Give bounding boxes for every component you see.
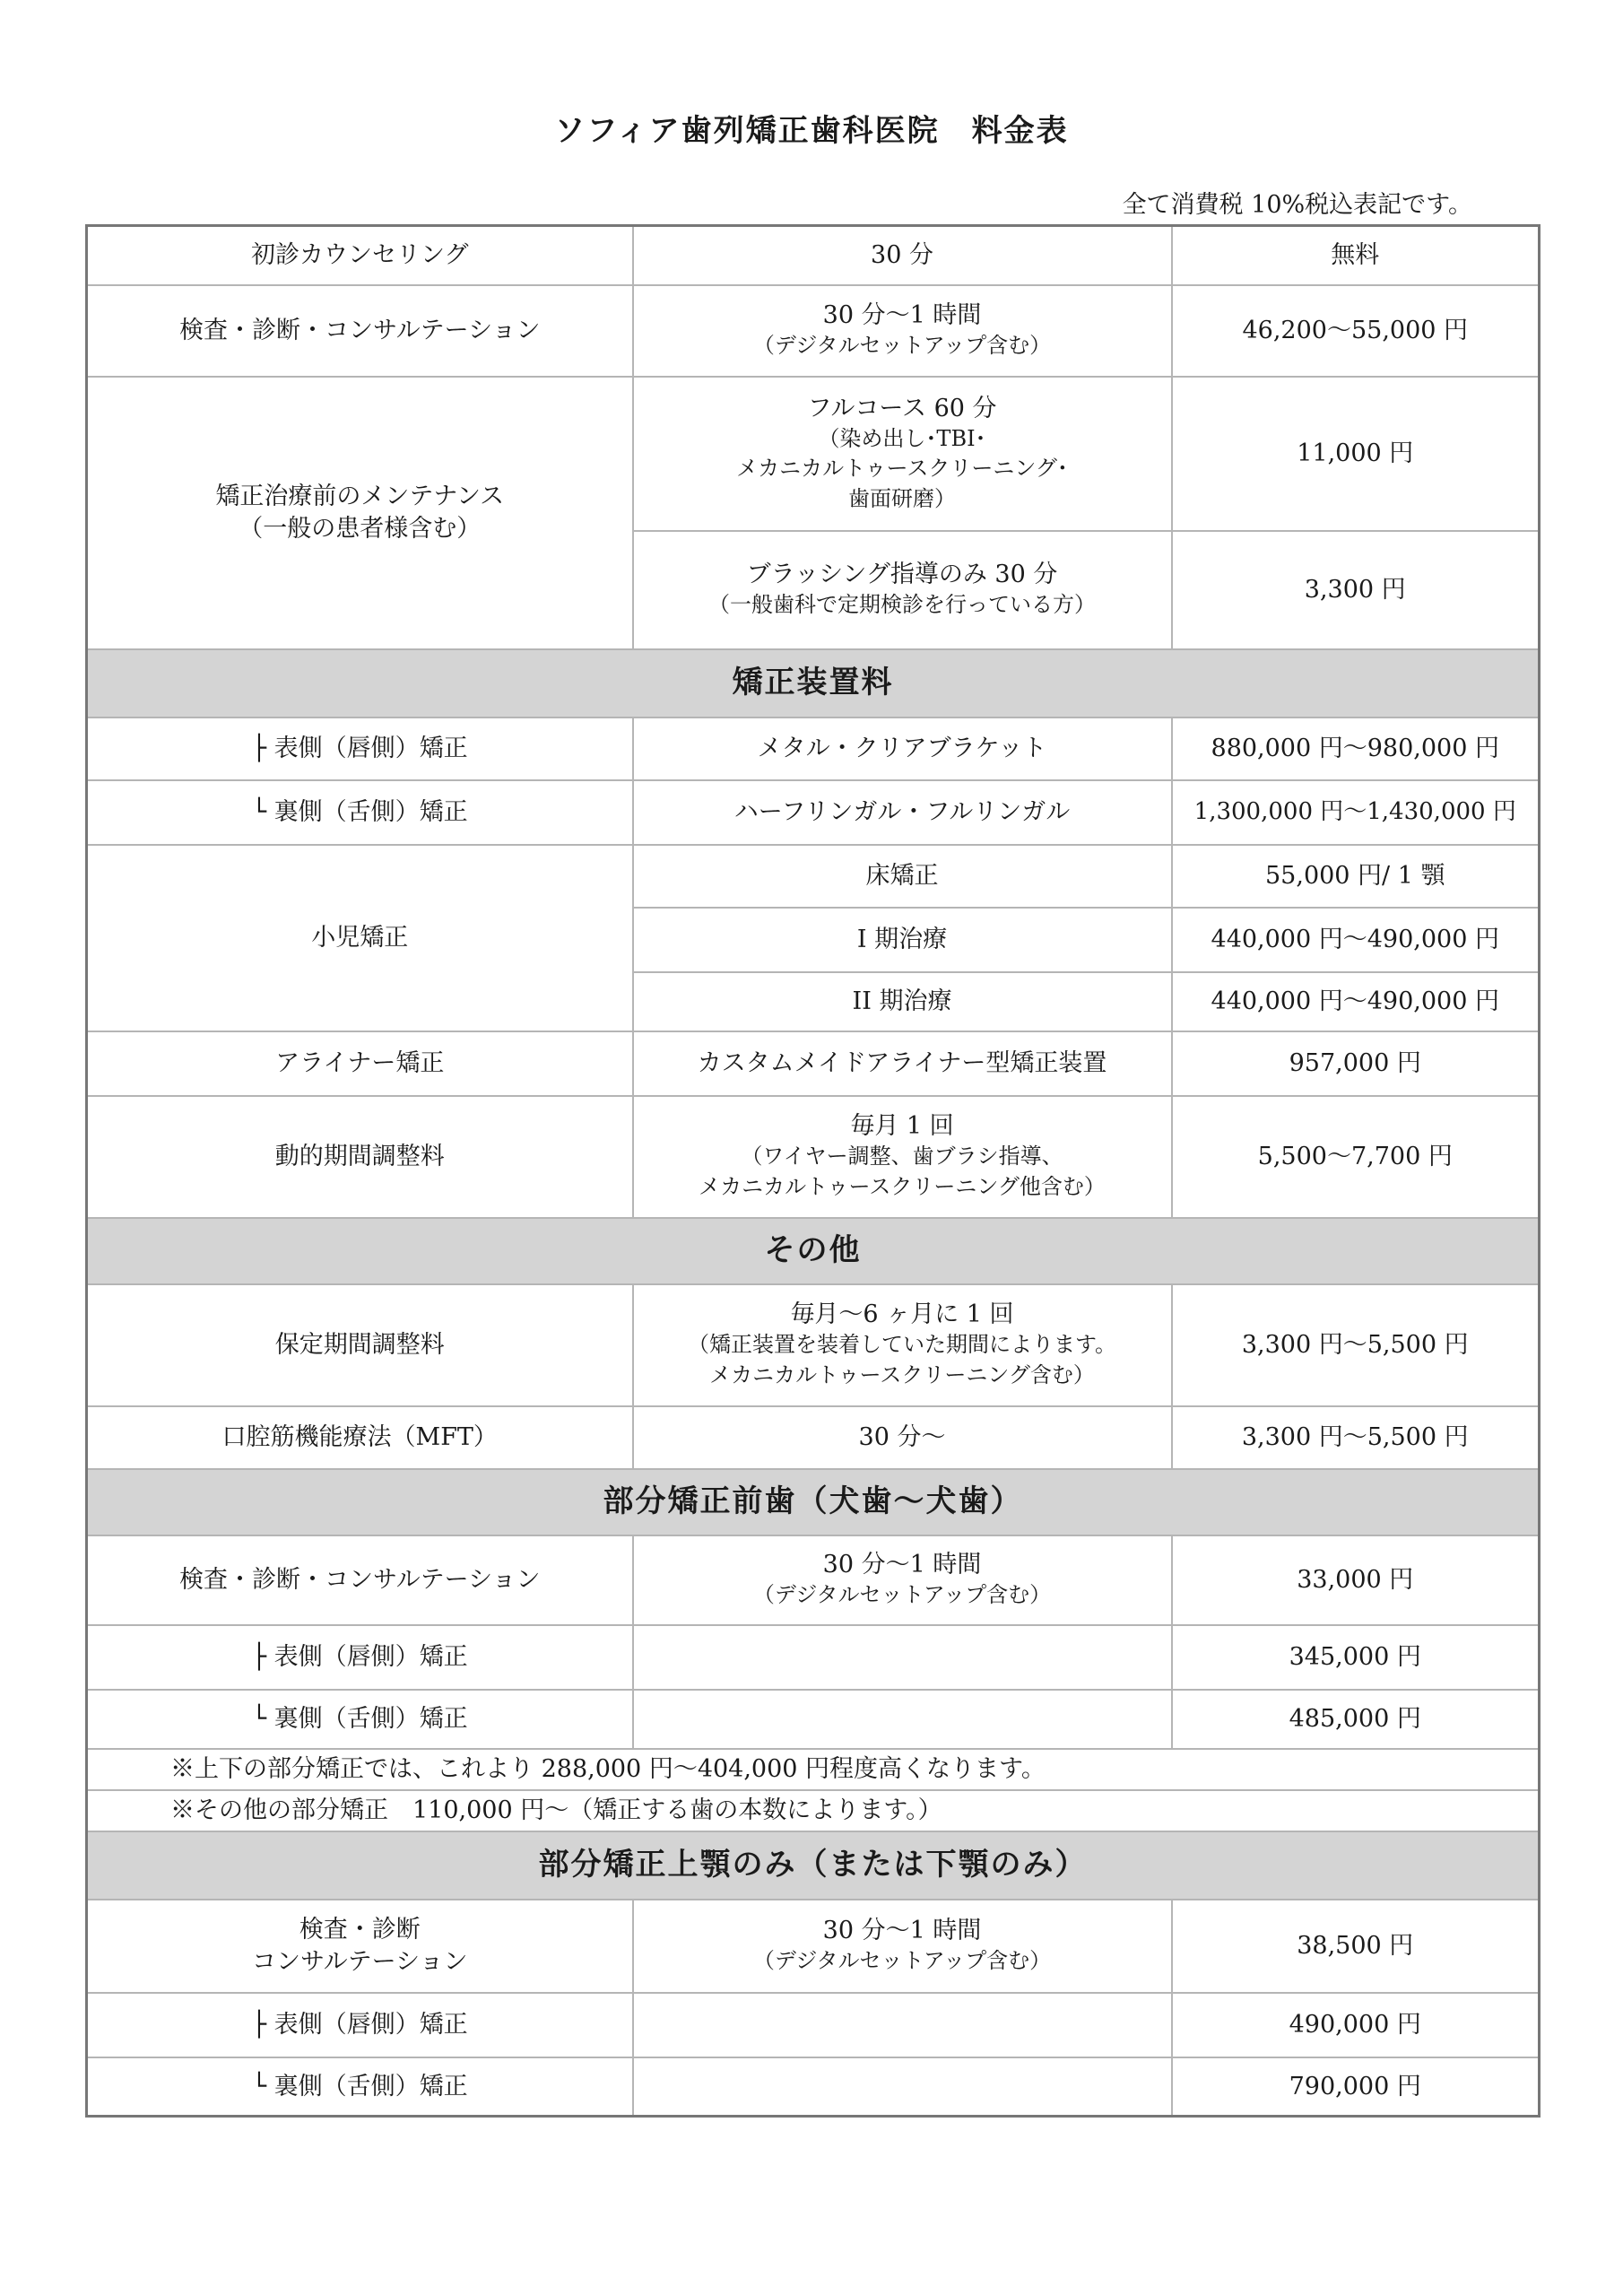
item-cell: └ 裏側（舌側）矯正 (87, 2057, 633, 2117)
price-cell: 957,000 円 (1172, 1031, 1540, 1096)
table-row (87, 1284, 1540, 1406)
detail-sub: 歯面研磨） (848, 485, 956, 511)
item-cell: └ 裏側（舌側）矯正 (87, 780, 633, 845)
detail-cell: 30 分 (633, 226, 1172, 285)
price-cell: 1,300,000 円〜1,430,000 円 (1172, 780, 1540, 845)
section-header (87, 1469, 1540, 1535)
detail-cell (633, 1900, 1172, 1993)
detail-cell: I 期治療 (633, 908, 1172, 972)
section-header (87, 1218, 1540, 1284)
price-cell: 無料 (1172, 226, 1540, 285)
item-cell (87, 1900, 633, 1993)
detail-sub: （デジタルセットアップ含む） (752, 1948, 1052, 1974)
item-cell: 初診カウンセリング (87, 226, 633, 285)
table-row (87, 1625, 1540, 1690)
section-title: 矯正装置料 (87, 649, 1540, 718)
fee-table (85, 224, 1541, 2118)
detail-main: フルコース 60 分 (807, 394, 997, 422)
detail-cell (633, 377, 1172, 531)
note-row (87, 1790, 1540, 1831)
detail-sub: （矯正装置を装着していた期間によります。 (687, 1332, 1117, 1358)
detail-cell: II 期治療 (633, 972, 1172, 1031)
table-row (87, 1535, 1540, 1625)
detail-main: 毎月〜6 ヶ月に 1 回 (790, 1300, 1014, 1329)
note-text: ※上下の部分矯正では、これより 288,000 円〜404,000 円程度高くなります。 (87, 1749, 1540, 1790)
page-title: ソフィア歯列矯正歯科医院 料金表 (554, 113, 1069, 149)
price-cell: 3,300 円〜5,500 円 (1172, 1406, 1540, 1469)
price-cell: 345,000 円 (1172, 1625, 1540, 1690)
price-cell: 440,000 円〜490,000 円 (1172, 908, 1540, 972)
item-line: コンサルテーション (251, 1947, 468, 1976)
detail-main: 30 分〜1 時間 (822, 1551, 982, 1579)
detail-main: 30 分〜1 時間 (822, 1917, 982, 1945)
table-row (87, 780, 1540, 845)
price-cell: 33,000 円 (1172, 1535, 1540, 1625)
table-row (87, 377, 1540, 531)
section-title: 部分矯正上顎のみ（または下顎のみ） (87, 1831, 1540, 1900)
table-row (87, 1993, 1540, 2057)
table-row (87, 1406, 1540, 1469)
price-cell: 55,000 円/ 1 顎 (1172, 845, 1540, 908)
item-line: 検査・診断 (299, 1916, 421, 1944)
item-cell: └ 裏側（舌側）矯正 (87, 1690, 633, 1749)
detail-sub: メカニカルトゥースクリーニング他含む） (699, 1174, 1106, 1200)
price-cell: 440,000 円〜490,000 円 (1172, 972, 1540, 1031)
detail-cell (633, 1993, 1172, 2057)
price-cell: 490,000 円 (1172, 1993, 1540, 2057)
table-row (87, 1096, 1540, 1218)
table-row (87, 845, 1540, 908)
section-title: 部分矯正前歯（犬歯〜犬歯） (87, 1469, 1540, 1535)
detail-cell (633, 531, 1172, 649)
item-cell: 検査・診断・コンサルテーション (87, 285, 633, 377)
item-cell: 口腔筋機能療法（MFT） (87, 1406, 633, 1469)
price-cell: 3,300 円 (1172, 531, 1540, 649)
item-cell: アライナー矯正 (87, 1031, 633, 1096)
table-row (87, 1900, 1540, 1993)
price-cell: 11,000 円 (1172, 377, 1540, 531)
price-cell: 5,500〜7,700 円 (1172, 1096, 1540, 1218)
item-cell: 小児矯正 (87, 845, 633, 1031)
item-main: 矯正治療前のメンテナンス (215, 483, 505, 511)
detail-cell (633, 285, 1172, 377)
price-cell: 38,500 円 (1172, 1900, 1540, 1993)
section-title: その他 (87, 1218, 1540, 1284)
detail-sub: （デジタルセットアップ含む） (752, 333, 1052, 359)
section-header (87, 1831, 1540, 1900)
detail-main: ブラッシング指導のみ 30 分 (746, 561, 1058, 589)
table-row (87, 1031, 1540, 1096)
item-cell: 保定期間調整料 (87, 1284, 633, 1406)
item-sub: （一般の患者様含む） (239, 514, 482, 543)
detail-cell: カスタムメイドアライナー型矯正装置 (633, 1031, 1172, 1096)
table-row (87, 226, 1540, 285)
item-cell: ├ 表側（唇側）矯正 (87, 718, 633, 780)
detail-cell (633, 1690, 1172, 1749)
table-row (87, 2057, 1540, 2117)
detail-cell (633, 2057, 1172, 2117)
table-row (87, 1690, 1540, 1749)
note-text: ※その他の部分矯正 110,000 円〜（矯正する歯の本数によります。） (87, 1790, 1540, 1831)
detail-cell: メタル・クリアブラケット (633, 718, 1172, 780)
note-row (87, 1749, 1540, 1790)
item-cell: 検査・診断・コンサルテーション (87, 1535, 633, 1625)
detail-sub: （一般歯科で定期検診を行っている方） (708, 592, 1096, 618)
price-cell: 880,000 円〜980,000 円 (1172, 718, 1540, 780)
price-cell: 790,000 円 (1172, 2057, 1540, 2117)
detail-cell (633, 1096, 1172, 1218)
item-cell: 動的期間調整料 (87, 1096, 633, 1218)
price-cell: 46,200〜55,000 円 (1172, 285, 1540, 377)
item-cell: ├ 表側（唇側）矯正 (87, 1625, 633, 1690)
detail-cell (633, 1284, 1172, 1406)
table-row (87, 718, 1540, 780)
detail-sub: （ワイヤー調整、歯ブラシ指導、 (741, 1144, 1063, 1170)
detail-sub: （デジタルセットアップ含む） (752, 1582, 1052, 1608)
detail-sub: メカニカルトゥースクリーニング含む） (709, 1362, 1095, 1388)
price-cell: 485,000 円 (1172, 1690, 1540, 1749)
price-cell: 3,300 円〜5,500 円 (1172, 1284, 1540, 1406)
detail-cell: 30 分〜 (633, 1406, 1172, 1469)
detail-main: 毎月 1 回 (850, 1112, 954, 1141)
detail-main: 30 分〜1 時間 (822, 301, 982, 330)
section-header (87, 649, 1540, 718)
detail-cell (633, 1625, 1172, 1690)
table-row (87, 285, 1540, 377)
detail-cell: 床矯正 (633, 845, 1172, 908)
detail-sub: メカニカルトゥースクリーニング･ (736, 456, 1068, 482)
detail-cell (633, 1535, 1172, 1625)
item-cell (87, 377, 633, 649)
detail-sub: （染め出し･TBI･ (818, 425, 986, 451)
tax-note: 全て消費税 10%税込表記です。 (1122, 191, 1472, 219)
detail-cell: ハーフリンガル・フルリンガル (633, 780, 1172, 845)
item-cell: ├ 表側（唇側）矯正 (87, 1993, 633, 2057)
